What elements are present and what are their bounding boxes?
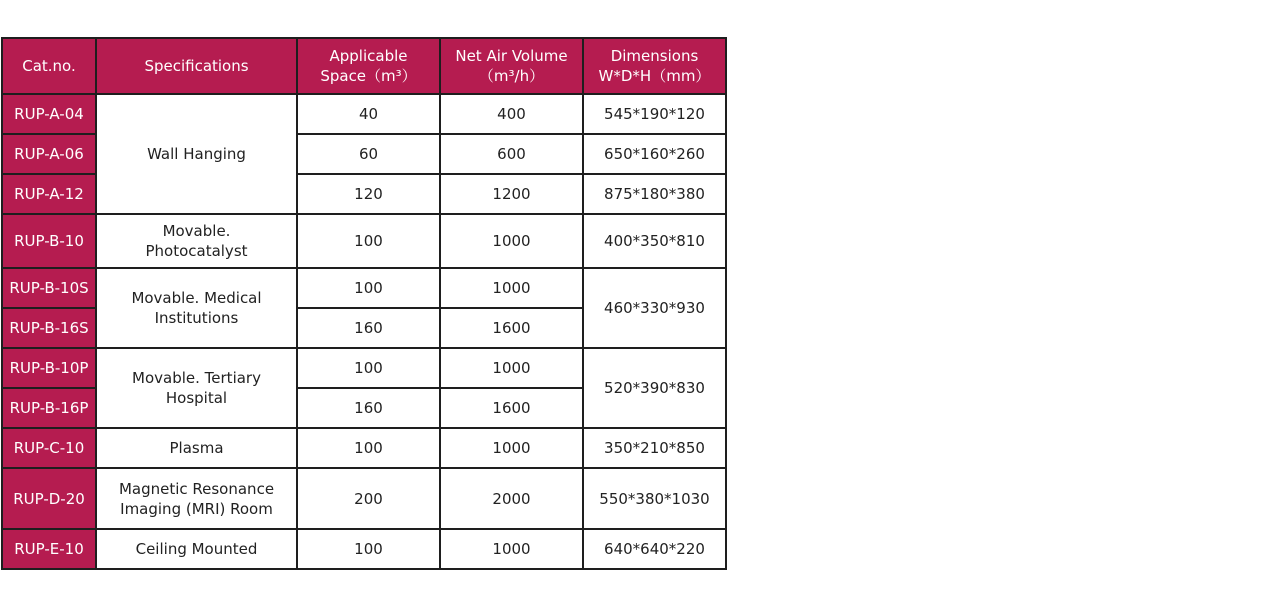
spec-cell: Movable. Tertiary Hospital [96,348,297,428]
spec-cell: Ceiling Mounted [96,529,297,569]
space-cell: 60 [297,134,440,174]
header-catno: Cat.no. [2,38,96,94]
spec-cell: Wall Hanging [96,94,297,214]
space-cell: 100 [297,428,440,468]
air-volume-cell: 1600 [440,308,583,348]
table-row [2,348,726,388]
table-row [2,428,726,468]
spec-cell: Magnetic Resonance Imaging (MRI) Room [96,468,297,529]
air-volume-cell: 1000 [440,214,583,268]
header-row [2,38,726,94]
catno-cell: RUP-B-10S [2,268,96,308]
spec-cell: Plasma [96,428,297,468]
header-applicable-space: Applicable Space（m³） [297,38,440,94]
catno-cell: RUP-A-04 [2,94,96,134]
dimensions-cell: 550*380*1030 [583,468,726,529]
air-volume-cell: 400 [440,94,583,134]
catno-cell: RUP-A-12 [2,174,96,214]
air-volume-cell: 1200 [440,174,583,214]
catno-cell: RUP-B-10 [2,214,96,268]
space-cell: 100 [297,268,440,308]
spec-cell: Movable. Medical Institutions [96,268,297,348]
table-row [2,529,726,569]
air-volume-cell: 600 [440,134,583,174]
space-cell: 100 [297,348,440,388]
space-cell: 100 [297,529,440,569]
dimensions-cell: 640*640*220 [583,529,726,569]
table-row [2,94,726,134]
air-volume-cell: 1000 [440,268,583,308]
catno-cell: RUP-B-16P [2,388,96,428]
dimensions-cell: 545*190*120 [583,94,726,134]
dimensions-cell: 875*180*380 [583,174,726,214]
space-cell: 160 [297,388,440,428]
catno-cell: RUP-B-10P [2,348,96,388]
dimensions-cell: 350*210*850 [583,428,726,468]
dimensions-cell: 460*330*930 [583,268,726,348]
dimensions-cell: 650*160*260 [583,134,726,174]
space-cell: 160 [297,308,440,348]
header-specifications: Specifications [96,38,297,94]
space-cell: 100 [297,214,440,268]
spec-cell: Movable. Photocatalyst [96,214,297,268]
air-volume-cell: 1000 [440,428,583,468]
air-volume-cell: 1000 [440,348,583,388]
space-cell: 120 [297,174,440,214]
table-row [2,468,726,529]
catno-cell: RUP-C-10 [2,428,96,468]
catno-cell: RUP-E-10 [2,529,96,569]
header-dimensions: Dimensions W*D*H（mm） [583,38,726,94]
dimensions-cell: 520*390*830 [583,348,726,428]
space-cell: 200 [297,468,440,529]
catno-cell: RUP-A-06 [2,134,96,174]
space-cell: 40 [297,94,440,134]
dimensions-cell: 400*350*810 [583,214,726,268]
air-volume-cell: 2000 [440,468,583,529]
table-row [2,268,726,308]
header-net-air-volume: Net Air Volume （m³/h） [440,38,583,94]
air-volume-cell: 1600 [440,388,583,428]
table-row [2,214,726,268]
catno-cell: RUP-B-16S [2,308,96,348]
catno-cell: RUP-D-20 [2,468,96,529]
product-spec-table [1,37,727,570]
air-volume-cell: 1000 [440,529,583,569]
